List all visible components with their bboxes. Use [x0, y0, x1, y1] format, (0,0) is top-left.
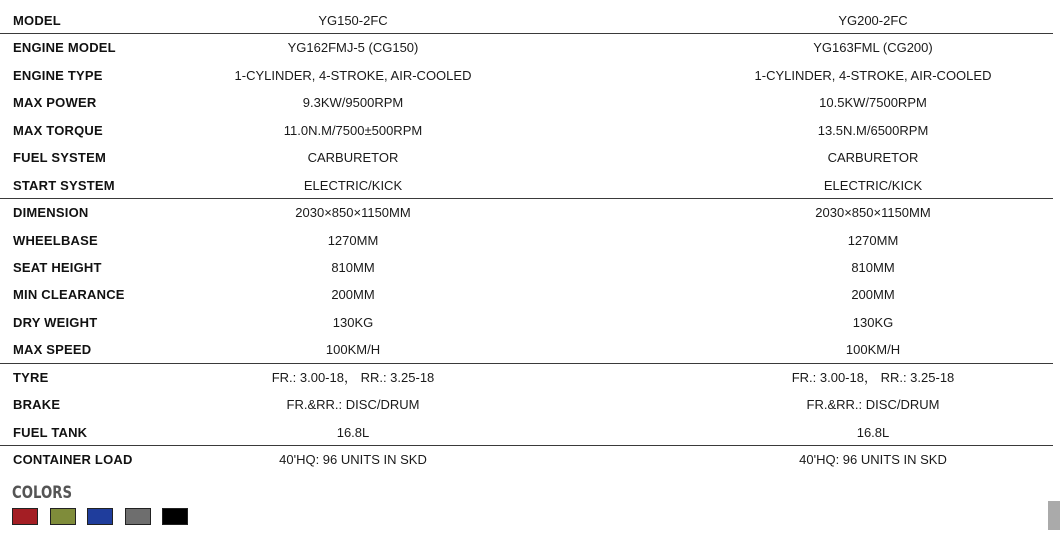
spec-value-model-1: 9.3KW/9500RPM	[302, 95, 404, 111]
spec-label: CONTAINER LOAD	[13, 452, 133, 467]
spec-value-model-2: FR.: 3.00-18， RR.: 3.25-18	[791, 369, 955, 385]
spec-row	[0, 117, 1053, 144]
spec-value-model-2: 200MM	[851, 287, 895, 303]
spec-value-model-2: ELECTRIC/KICK	[823, 177, 923, 193]
spec-row	[0, 336, 1053, 363]
spec-value-model-1: YG150-2FC	[318, 13, 388, 28]
spec-value-model-1: FR.&RR.: DISC/DRUM	[286, 397, 420, 413]
spec-value-model-1: 16.8L	[336, 424, 370, 440]
spec-row	[0, 172, 1053, 199]
colors-title: COLORS	[12, 483, 73, 503]
color-swatch-blue[interactable]	[87, 508, 113, 525]
color-swatch-black[interactable]	[162, 508, 188, 525]
spec-table	[0, 7, 1053, 473]
spec-row	[0, 62, 1053, 89]
spec-label: WHEELBASE	[13, 232, 98, 248]
spec-label: DIMENSION	[13, 205, 89, 221]
spec-row	[0, 391, 1053, 418]
spec-value-model-2: 1270MM	[847, 232, 899, 248]
spec-value-model-1: 200MM	[331, 287, 375, 303]
spec-row	[0, 419, 1053, 446]
spec-value-model-2: 2030×850×1150MM	[815, 205, 931, 221]
spec-label: MODEL	[13, 13, 61, 28]
spec-value-model-2: 10.5KW/7500RPM	[819, 95, 927, 111]
spec-label: SEAT HEIGHT	[13, 259, 102, 275]
spec-label: MIN CLEARANCE	[13, 287, 125, 303]
spec-value-model-1: 1-CYLINDER, 4-STROKE, AIR-COOLED	[234, 67, 472, 83]
spec-value-model-1: CARBURETOR	[307, 150, 399, 166]
spec-value-model-2: YG163FML (CG200)	[813, 40, 933, 56]
spec-value-model-2: 40'HQ: 96 UNITS IN SKD	[799, 452, 947, 467]
spec-value-model-1: 11.0N.M/7500±500RPM	[283, 122, 423, 138]
spec-value-model-1: FR.: 3.00-18， RR.: 3.25-18	[271, 369, 435, 385]
spec-row	[0, 34, 1053, 61]
spec-label: FUEL SYSTEM	[13, 150, 106, 166]
spec-row	[0, 254, 1053, 281]
spec-value-model-1: 810MM	[331, 259, 375, 275]
spec-value-model-1: 100KM/H	[325, 342, 381, 358]
spec-value-model-1: 130KG	[332, 314, 374, 330]
color-swatch-red[interactable]	[12, 508, 38, 525]
spec-value-model-2: 16.8L	[856, 424, 890, 440]
spec-value-model-1: ELECTRIC/KICK	[303, 177, 403, 193]
spec-value-model-1: YG162FMJ-5 (CG150)	[287, 40, 419, 56]
spec-label: MAX SPEED	[13, 342, 92, 358]
scroll-tab[interactable]	[1048, 501, 1060, 530]
spec-value-model-2: 13.5N.M/6500RPM	[817, 122, 929, 138]
color-swatch-gray[interactable]	[125, 508, 151, 525]
spec-label: DRY WEIGHT	[13, 314, 98, 330]
spec-value-model-2: 100KM/H	[845, 342, 901, 358]
spec-value-model-2: YG200-2FC	[838, 13, 908, 28]
spec-row	[0, 7, 1053, 34]
spec-label: MAX TORQUE	[13, 122, 103, 138]
color-swatch-olive-green[interactable]	[50, 508, 76, 525]
spec-row	[0, 199, 1053, 226]
spec-row	[0, 89, 1053, 116]
spec-value-model-2: FR.&RR.: DISC/DRUM	[806, 397, 940, 413]
spec-label: BRAKE	[13, 397, 61, 413]
spec-row	[0, 309, 1053, 336]
spec-value-model-2: 1-CYLINDER, 4-STROKE, AIR-COOLED	[754, 67, 992, 83]
spec-value-model-2: CARBURETOR	[827, 150, 919, 166]
spec-row	[0, 227, 1053, 254]
spec-label: ENGINE TYPE	[13, 67, 103, 83]
spec-label: MAX POWER	[13, 95, 97, 111]
spec-value-model-2: 810MM	[851, 259, 895, 275]
spec-label: ENGINE MODEL	[13, 40, 116, 56]
spec-value-model-1: 2030×850×1150MM	[295, 205, 411, 221]
spec-label: FUEL TANK	[13, 424, 88, 440]
spec-value-model-2: 130KG	[852, 314, 894, 330]
spec-row	[0, 144, 1053, 171]
spec-value-model-1: 1270MM	[327, 232, 379, 248]
spec-label: START SYSTEM	[13, 177, 115, 193]
spec-label: TYRE	[13, 369, 49, 385]
spec-row	[0, 281, 1053, 308]
spec-value-model-1: 40'HQ: 96 UNITS IN SKD	[279, 452, 427, 467]
spec-row	[0, 446, 1053, 473]
spec-row	[0, 364, 1053, 391]
